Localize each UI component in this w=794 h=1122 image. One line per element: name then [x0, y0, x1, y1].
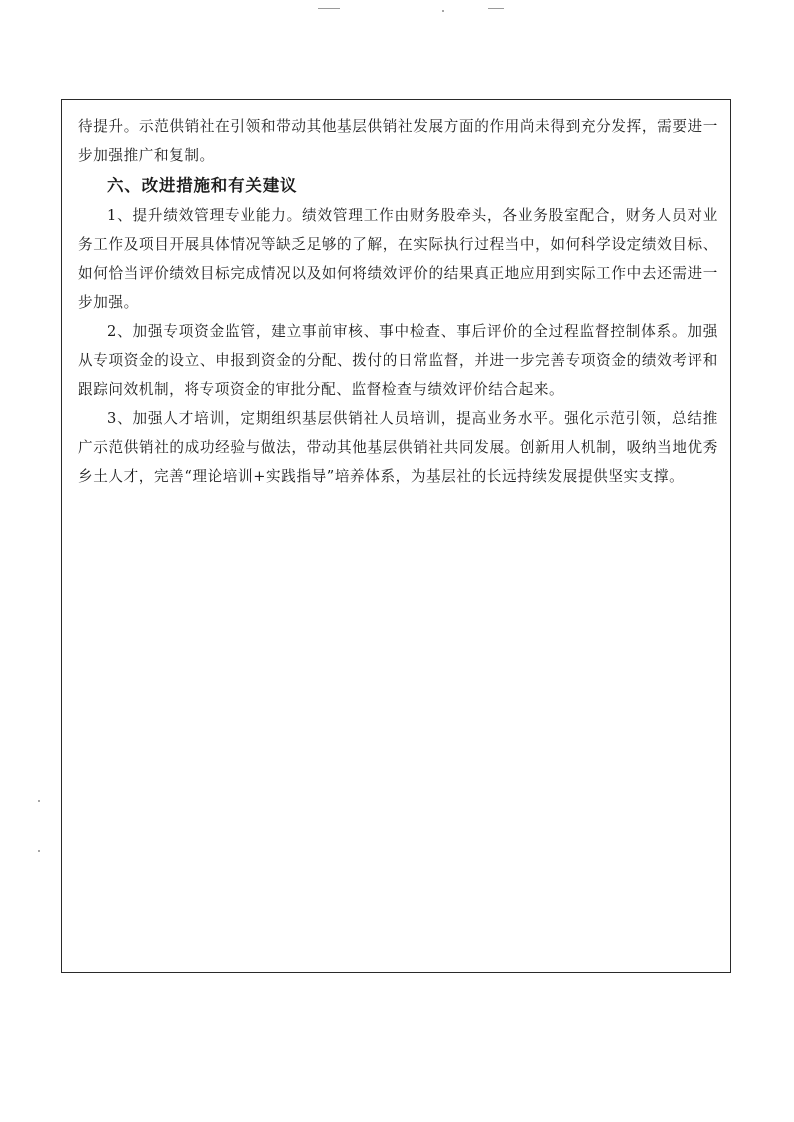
scan-artifact-dot	[38, 850, 40, 852]
suggestion-item-3: 3、加强人才培训，定期组织基层供销社人员培训，提高业务水平。强化示范引领，总结推广示范供销社的成功经验与做法，带动其他基层供销社共同发展。创新用人机制，吸纳当地优秀乡土人才，完善“理论培训+实践指导”培养体系，为基层社的长远持续发展提供坚实支撑。	[78, 410, 718, 485]
suggestion-item-2: 2、加强专项资金监管，建立事前审核、事中检查、事后评价的全过程监督控制体系。加强从专项资金的设立、申报到资金的分配、拨付的日常监督，并进一步完善专项资金的绩效考评和跟踪问效机制，将专项资金的审批分配、监督检查与绩效评价结合起来。	[78, 323, 718, 398]
continuation-paragraph: 待提升。示范供销社在引领和带动其他基层供销社发展方面的作用尚未得到充分发挥，需要进一步加强推广和复制。	[78, 118, 718, 164]
scan-artifact-dot	[442, 10, 444, 12]
scan-artifact-dot	[38, 800, 40, 802]
scan-artifact-line	[318, 8, 340, 9]
section-heading: 六、改进措施和有关建议	[107, 176, 298, 195]
scan-artifact-line	[488, 8, 504, 9]
document-body	[78, 112, 718, 491]
suggestion-item-1: 1、提升绩效管理专业能力。绩效管理工作由财务股牵头，各业务股室配合，财务人员对业务工作及项目开展具体情况等缺乏足够的了解，在实际执行过程当中，如何科学设定绩效目标、如何恰当评价绩效目标完成情况以及如何将绩效评价的结果真正地应用到实际工作中去还需进一步加强。	[78, 207, 718, 311]
